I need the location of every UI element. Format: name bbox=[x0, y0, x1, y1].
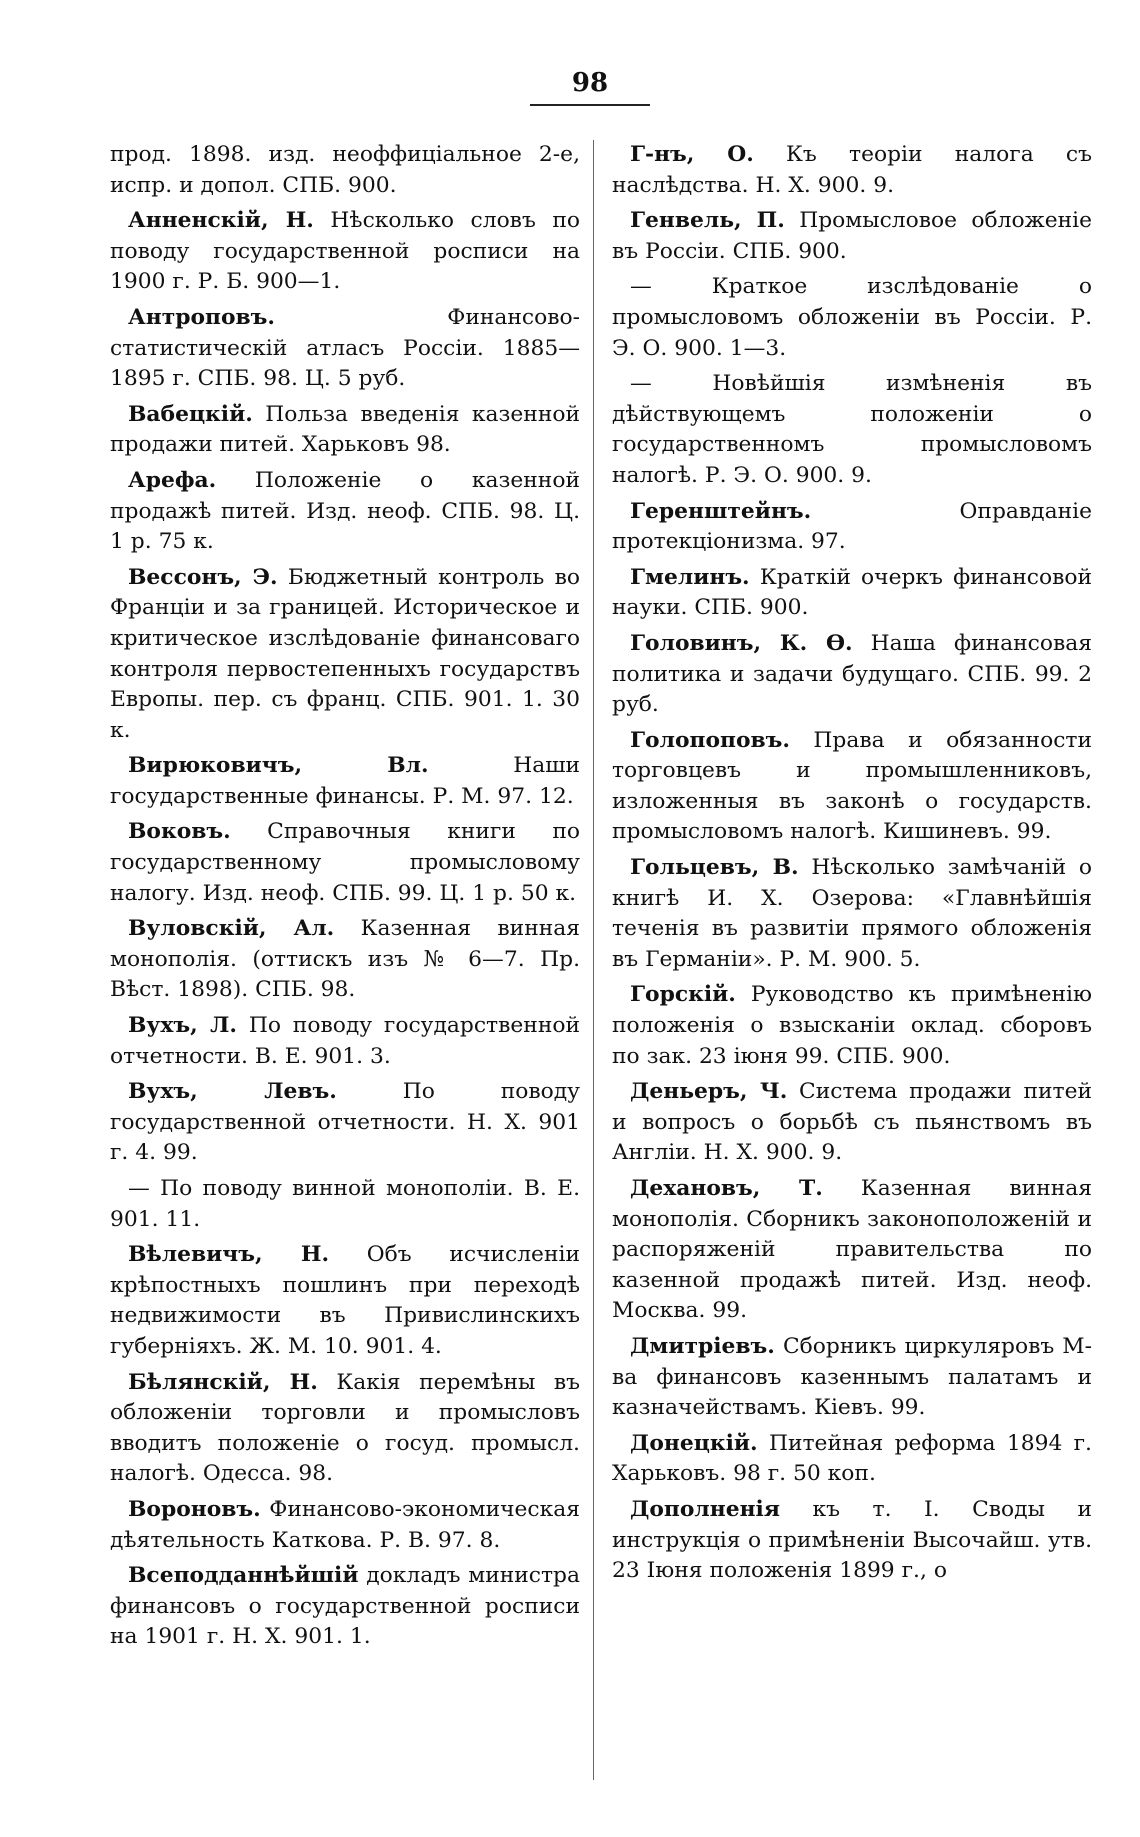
entry-author: Вирюковичъ, Вл. bbox=[128, 753, 429, 779]
entry-author: Вороновъ. bbox=[128, 1496, 261, 1522]
entry-text: Справочныя книги по государственному промысловому налогу. Изд. неоф. СПБ. 99. Ц. 1 р. 50 к. bbox=[110, 819, 580, 906]
entry-author: Дополненія bbox=[630, 1496, 780, 1522]
entry-text: Какія перемѣны въ обложеніи торговли и промысловъ вводитъ положеніе о госуд. промысл. налогѣ. Одесса. 98. bbox=[110, 1369, 581, 1487]
bibliography-entry bbox=[612, 1174, 1092, 1327]
bibliography-entry bbox=[110, 1077, 580, 1169]
entry-author: Бѣлянскій, Н. bbox=[128, 1369, 318, 1395]
entry-text: Наша финансовая политика и задачи будущаго. СПБ. 99. 2 руб. bbox=[612, 630, 1092, 718]
page-number: 98 bbox=[571, 68, 609, 98]
entry-author: Деньеръ, Ч. bbox=[630, 1079, 788, 1105]
bibliography-entry bbox=[110, 817, 580, 909]
entry-text: Казенная винная монополія. Сборникъ законоположеній и распоряженій правительства по казенной продажѣ питей. Изд. неоф. Москва. 99. bbox=[612, 1176, 1092, 1324]
entry-author: Г-нъ, О. bbox=[630, 142, 754, 167]
entry-author: Воковъ. bbox=[128, 819, 231, 845]
entry-text: прод. 1898. изд. неоффиціальное 2-е, испр. и допол. СПБ. 900. bbox=[110, 142, 580, 198]
bibliography-entry bbox=[110, 303, 580, 395]
entry-text: Питейная реформа 1894 г. Харьковъ. 98 г. 50 коп. bbox=[612, 1430, 1092, 1487]
entry-author: Вессонъ, Э. bbox=[128, 564, 278, 590]
entry-text: По поводу государственной отчетности. Н. Х. 901 г. 4. 99. bbox=[110, 1079, 580, 1166]
bibliography-entry bbox=[110, 140, 580, 201]
entry-text: Промысловое обложеніе въ Россіи. СПБ. 900. bbox=[612, 208, 1092, 264]
bibliography-entry bbox=[612, 980, 1092, 1072]
entry-author: Вухъ, Левъ. bbox=[128, 1079, 337, 1105]
bibliography-entry bbox=[110, 1174, 580, 1235]
bibliography-entry bbox=[110, 1240, 580, 1362]
bibliography-entry bbox=[612, 140, 1092, 201]
ditto-dash: — bbox=[630, 274, 652, 300]
entry-text: Краткій очеркъ финансовой науки. СПБ. 900. bbox=[612, 564, 1092, 621]
entry-text: Система продажи питей и вопросъ о борьбѣ съ пьянствомъ въ Англіи. Н. Х. 900. 9. bbox=[612, 1079, 1092, 1166]
bibliography-entry bbox=[612, 629, 1092, 721]
entry-author: Дехановъ, Т. bbox=[630, 1176, 823, 1201]
entry-text: Финансово-экономическая дѣятельность Каткова. Р. В. 97. 8. bbox=[110, 1496, 580, 1553]
bibliography-entry bbox=[612, 497, 1092, 558]
entry-author: Антроповъ. bbox=[128, 304, 275, 330]
entry-author: Вѣлевичъ, Н. bbox=[128, 1242, 330, 1268]
entry-text: Наши государственные финансы. Р. М. 97. 12. bbox=[110, 753, 580, 809]
entry-author: Всеподданнѣйшій bbox=[128, 1563, 359, 1589]
entry-text: Нѣсколько словъ по поводу государственной росписи на 1900 г. Р. Б. 900—1. bbox=[110, 208, 580, 295]
entry-author: Донецкій. bbox=[630, 1430, 758, 1456]
column-divider bbox=[593, 140, 594, 1780]
entry-text: Положеніе о казенной продажѣ питей. Изд. неоф. СПБ. 98. Ц. 1 р. 75 к. bbox=[110, 467, 580, 555]
bibliography-entry bbox=[110, 563, 580, 747]
entry-text: По поводу винной монополіи. В. Е. 901. 11. bbox=[110, 1176, 580, 1232]
entry-text: Казенная винная монополія. (оттискъ изъ № 6—7. Пр. Вѣст. 1898). СПБ. 98. bbox=[110, 916, 580, 1003]
entry-text: Къ теоріи налога съ наслѣдства. Н. Х. 900. 9. bbox=[612, 142, 1092, 198]
entry-text: Бюджетный контроль во Франціи и за границей. Историческое и критическое изслѣдованіе финансоваго контроля первостепенныхъ государствъ Европы. пер. съ франц. СПБ. 901. 1. 30 к. bbox=[110, 564, 580, 743]
entry-text: Краткое изслѣдованіе о промысловомъ обложеніи въ Россіи. Р. Э. О. 900. 1—3. bbox=[612, 274, 1092, 361]
entry-text: Финансово-статистическій атласъ Россіи. 1885—1895 г. СПБ. 98. Ц. 5 руб. bbox=[110, 304, 580, 392]
entry-author: Вабецкій. bbox=[128, 401, 253, 427]
entry-author: Генвель, П. bbox=[630, 208, 785, 234]
bibliography-entry bbox=[612, 369, 1092, 491]
entry-author: Горскій. bbox=[630, 982, 736, 1008]
ditto-dash: — bbox=[630, 371, 652, 397]
bibliography-entry bbox=[612, 1077, 1092, 1169]
entry-text: Руководство къ примѣненію положенія о взысканіи оклад. сборовъ по зак. 23 іюня 99. СПБ. 900. bbox=[612, 982, 1092, 1069]
bibliography-entry bbox=[612, 272, 1092, 364]
bibliography-entry bbox=[612, 1429, 1092, 1490]
bibliography-entry bbox=[110, 206, 580, 298]
right-column bbox=[612, 140, 1092, 1592]
entry-author: Вуловскій, Ал. bbox=[128, 916, 335, 942]
bibliography-entry bbox=[612, 726, 1092, 848]
bibliography-entry bbox=[612, 1332, 1092, 1424]
entry-author: Вухъ, Л. bbox=[128, 1013, 238, 1039]
bibliography-entry bbox=[110, 1495, 580, 1556]
bibliography-entry bbox=[110, 751, 580, 812]
entry-author: Голопоповъ. bbox=[630, 727, 790, 753]
bibliography-entry bbox=[110, 400, 580, 461]
bibliography-entry bbox=[110, 914, 580, 1006]
entry-text: докладъ министра финансовъ о государственной росписи на 1901 г. Н. Х. 901. 1. bbox=[110, 1563, 580, 1650]
bibliography-entry bbox=[110, 466, 580, 558]
entry-text: Новѣйшія измѣненія въ дѣйствующемъ положеніи о государственномъ промысловомъ налогѣ. Р. Э. О. 900. 9. bbox=[612, 371, 1092, 488]
entry-author: Гмелинъ. bbox=[630, 564, 750, 590]
bibliography-entry bbox=[110, 1368, 580, 1490]
entry-author: Анненскій, Н. bbox=[128, 208, 314, 234]
entry-text: Сборникъ циркуляровъ М-ва финансовъ казеннымъ палатамъ и казначействамъ. Кіевъ. 99. bbox=[612, 1333, 1092, 1421]
entry-author: Геренштейнъ. bbox=[630, 498, 812, 524]
entry-text: къ т. I. Своды и инструкція о примѣненіи Высочайш. утв. 23 Іюня положенія 1899 г., о bbox=[612, 1496, 1092, 1584]
bibliography-entry bbox=[612, 853, 1092, 975]
ditto-dash: — bbox=[128, 1176, 150, 1201]
entry-author: Головинъ, К. Ѳ. bbox=[630, 630, 853, 656]
bibliography-entry bbox=[110, 1561, 580, 1653]
bibliography-entry bbox=[612, 206, 1092, 267]
entry-text: Права и обязанности торговцевъ и промышленниковъ, изложенныя въ законѣ о государств. промысловомъ налогѣ. Кишиневъ. 99. bbox=[612, 727, 1092, 845]
entry-author: Гольцевъ, В. bbox=[630, 855, 799, 881]
entry-text: Польза введенія казенной продажи питей. Харьковъ 98. bbox=[110, 401, 580, 458]
entry-text: Объ исчисленіи крѣпостныхъ пошлинъ при переходѣ недвижимости въ Привислинскихъ губерніяхъ. Ж. М. 10. 901. 4. bbox=[110, 1242, 580, 1359]
bibliography-entry bbox=[612, 1495, 1092, 1587]
page-number-rule bbox=[530, 104, 650, 106]
bibliography-entry bbox=[612, 563, 1092, 624]
bibliography-entry bbox=[110, 1011, 580, 1072]
entry-text: Нѣсколько замѣчаній о книгѣ И. Х. Озерова: «Главнѣйшія теченія въ развитіи прямого обложенія въ Германіи». Р. М. 900. 5. bbox=[612, 855, 1092, 972]
entry-text: Оправданіе протекціонизма. 97. bbox=[612, 498, 1092, 555]
left-column bbox=[110, 140, 580, 1658]
entry-author: Дмитріевъ. bbox=[630, 1333, 775, 1359]
entry-text: По поводу государственной отчетности. В. Е. 901. 3. bbox=[110, 1013, 580, 1069]
entry-author: Арефа. bbox=[128, 467, 217, 493]
